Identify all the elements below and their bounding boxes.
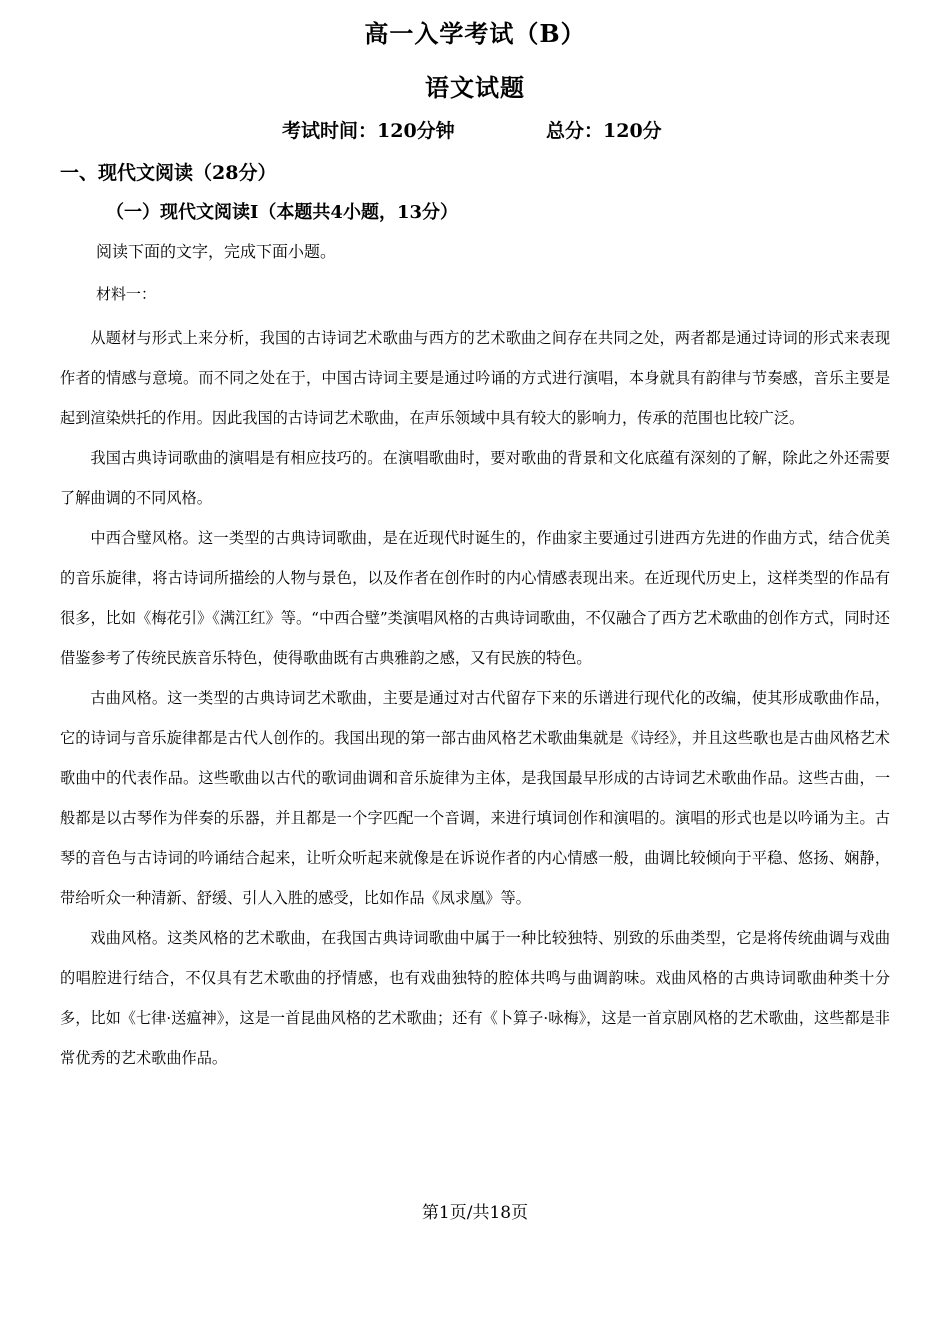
passage-body [60, 318, 890, 1078]
paragraph: 从题材与形式上来分析，我国的古诗词艺术歌曲与西方的艺术歌曲之间存在共同之处，两者都是通过诗词的形式来表现作者的情感与意境。而不同之处在于，中国古诗词主要是通过吟诵的方式进行演唱，本身就具有韵律与节奏感，音乐主要是起到渲染烘托的作用。因此我国的古诗词艺术歌曲，在声乐领域中具有较大的影响力，传承的范围也比较广泛。 [60, 329, 890, 427]
section-heading: 一、现代文阅读（28分） [60, 162, 277, 184]
paragraph: 我国古典诗词歌曲的演唱是有相应技巧的。在演唱歌曲时，要对歌曲的背景和文化底蕴有深刻的了解，除此之外还需要了解曲调的不同风格。 [60, 449, 890, 507]
exam-meta [0, 116, 950, 146]
material-label: 材料一： [96, 285, 157, 303]
exam-title: 高一入学考试（B） [364, 19, 586, 48]
reading-instruction: 阅读下面的文字，完成下面小题。 [96, 242, 337, 261]
paragraph: 中西合璧风格。这一类型的古典诗词歌曲，是在近现代时诞生的，作曲家主要通过引进西方先进的作曲方式，结合优美的音乐旋律，将古诗词所描绘的人物与景色，以及作者在创作时的内心情感表现出来。在近现代历史上，这样类型的作品有很多，比如《梅花引》《满江红》等。“中西合璧”类演唱风格的古典诗词歌曲，不仅融合了西方艺术歌曲的创作方式，同时还借鉴参考了传统民族音乐特色，使得歌曲既有古典雅韵之感，又有民族的特色。 [60, 529, 890, 667]
page-number: 第1页/共18页 [421, 1203, 529, 1223]
paragraph: 古曲风格。这一类型的古典诗词艺术歌曲，主要是通过对古代留存下来的乐谱进行现代化的改编，使其形成歌曲作品，它的诗词与音乐旋律都是古代人创作的。我国出现的第一部古曲风格艺术歌曲集就是《诗经》，并且这些歌也是古曲风格艺术歌曲中的代表作品。这些歌曲以古代的歌词曲调和音乐旋律为主体，是我国最早形成的古诗词艺术歌曲作品。这些古曲，一般都是以古琴作为伴奏的乐器，并且都是一个字匹配一个音调，来进行填词创作和演唱的。演唱的形式也是以吟诵为主。古琴的音色与古诗词的吟诵结合起来，让听众听起来就像是在诉说作者的内心情感一般，曲调比较倾向于平稳、悠扬、娴静，带给听众一种清新、舒缓、引人入胜的感受，比如作品《凤求凰》等。 [60, 689, 890, 907]
exam-time: 考试时间：120分钟 [282, 120, 455, 142]
total-score: 总分：120分 [546, 120, 662, 142]
paragraph: 戏曲风格。这类风格的艺术歌曲，在我国古典诗词歌曲中属于一种比较独特、别致的乐曲类型，它是将传统曲调与戏曲的唱腔进行结合，不仅具有艺术歌曲的抒情感，也有戏曲独特的腔体共鸣与曲调韵味。戏曲风格的古典诗词歌曲种类十分多，比如《七律·送瘟神》，这是一首昆曲风格的艺术歌曲；还有《卜算子·咏梅》，这是一首京剧风格的艺术歌曲，这些都是非常优秀的艺术歌曲作品。 [60, 929, 890, 1067]
section-subheading: （一）现代文阅读Ⅰ（本题共4小题，13分） [106, 202, 458, 223]
exam-subject: 语文试题 [425, 73, 525, 102]
